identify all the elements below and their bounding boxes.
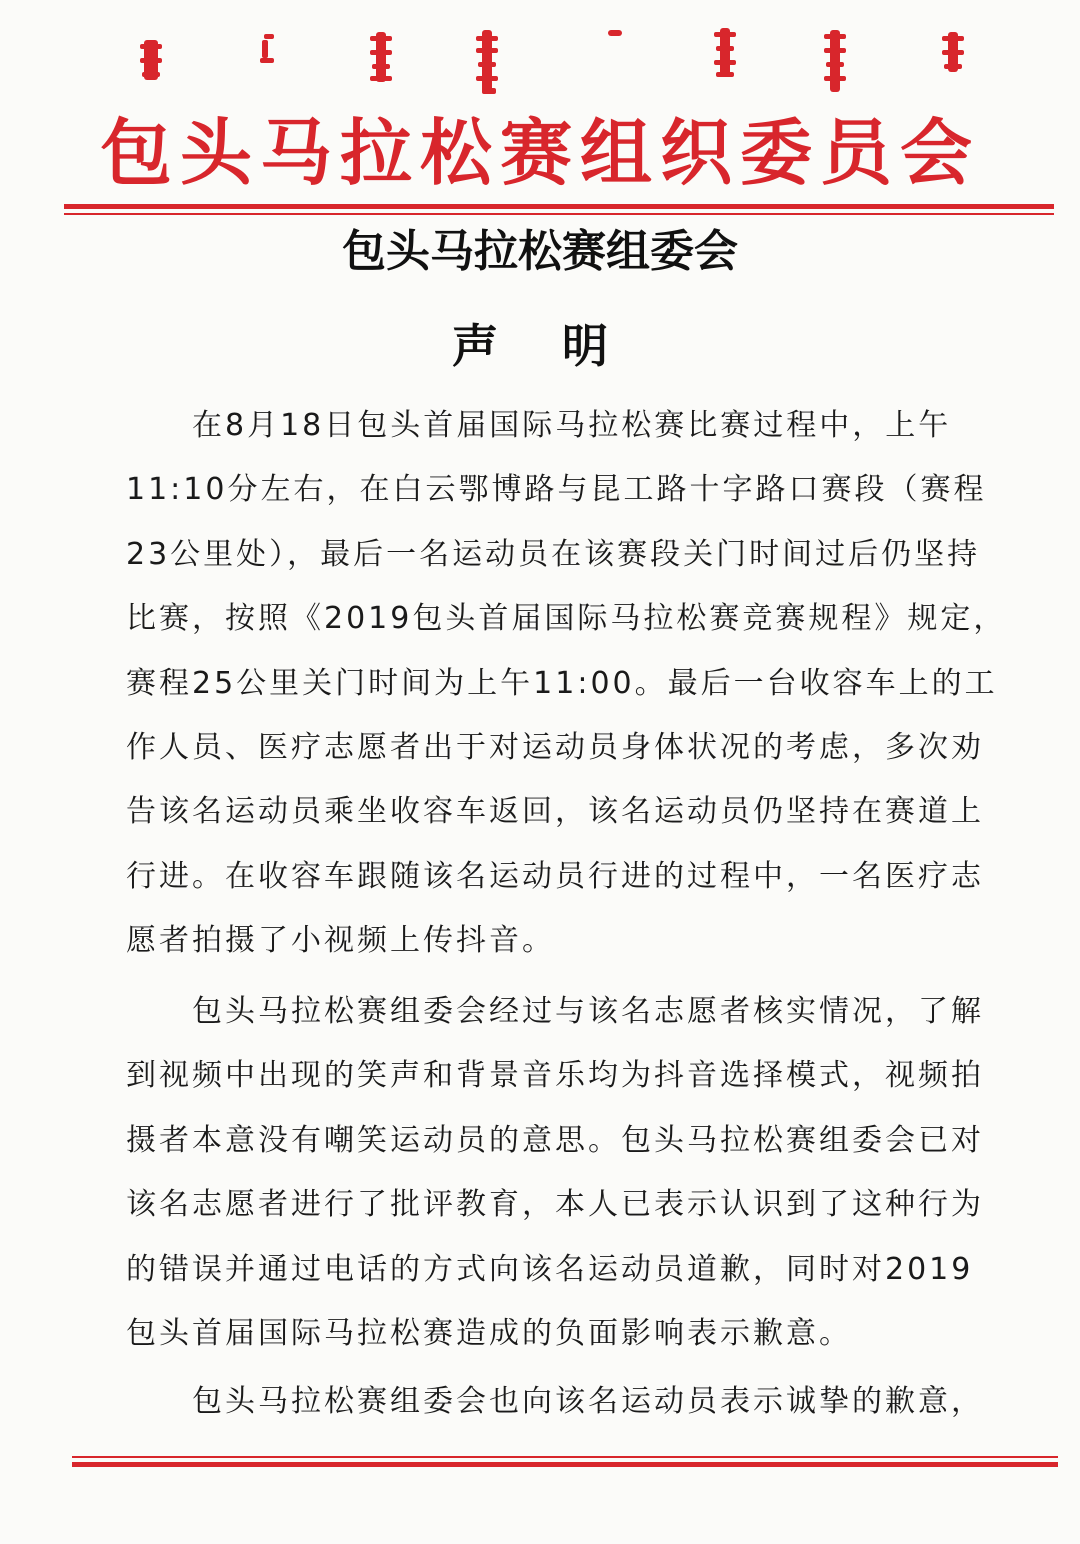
- organization-name: 包头马拉松赛组织委员会: [99, 111, 980, 195]
- mongolian-letterhead-script: [130, 18, 990, 96]
- paragraph-line: 包头马拉松赛组委会经过与该名志愿者核实情况，了解: [192, 994, 984, 1029]
- paragraph-line: 包头首届国际马拉松赛造成的负面影响表示歉意。: [126, 1315, 852, 1351]
- paragraph-line: 在8月18日包头首届国际马拉松赛比赛过程中，上午: [192, 408, 952, 443]
- paragraph-line: 行进。在收容车跟随该名运动员行进的过程中，一名医疗志: [126, 858, 984, 894]
- divider-thin-line: [72, 1456, 1058, 1458]
- paragraph-line: 比赛，按照《2019包头首届国际马拉松赛竞赛规程》规定，: [126, 601, 1007, 637]
- issuer-heading: 包头马拉松赛组委会: [342, 226, 738, 277]
- paragraph-line: 作人员、医疗志愿者出于对运动员身体状况的考虑，多次劝: [126, 729, 984, 765]
- paragraph-line: 11:10分左右，在白云鄂博路与昆工路十字路口赛段（赛程: [126, 472, 987, 508]
- paragraph-3: [126, 1370, 986, 1434]
- paragraph-line: 告该名运动员乘坐收容车返回，该名运动员仍坚持在赛道上: [126, 794, 984, 830]
- paragraph-line: 23公里处），最后一名运动员在该赛段关门时间过后仍坚持: [126, 536, 981, 572]
- paragraph-line: 赛程25公里关门时间为上午11:00。最后一台收容车上的工: [126, 665, 998, 701]
- paragraph-line: 的错误并通过电话的方式向该名运动员道歉，同时对2019: [126, 1251, 974, 1287]
- divider-thin-line: [64, 213, 1054, 215]
- paragraph-line: 摄者本意没有嘲笑运动员的意思。包头马拉松赛组委会已对: [126, 1122, 984, 1158]
- mongolian-script-graphic: [130, 18, 990, 96]
- divider-thick-line: [72, 1462, 1058, 1467]
- footer-divider: [72, 1456, 1058, 1467]
- paragraph-1: [126, 394, 1007, 974]
- document-title: 声明: [452, 319, 672, 373]
- paragraph-line: 到视频中出现的笑声和背景音乐均为抖音选择模式，视频拍: [126, 1058, 984, 1094]
- paragraph-line: 包头马拉松赛组委会也向该名运动员表示诚挚的歉意，: [192, 1384, 984, 1419]
- divider-thick-line: [64, 204, 1054, 209]
- paragraph-line: 该名志愿者进行了批评教育，本人已表示认识到了这种行为: [126, 1187, 984, 1223]
- paragraph-line: 愿者拍摄了小视频上传抖音。: [126, 923, 555, 959]
- paragraph-2: [126, 980, 986, 1366]
- letterhead-divider: [64, 204, 1054, 215]
